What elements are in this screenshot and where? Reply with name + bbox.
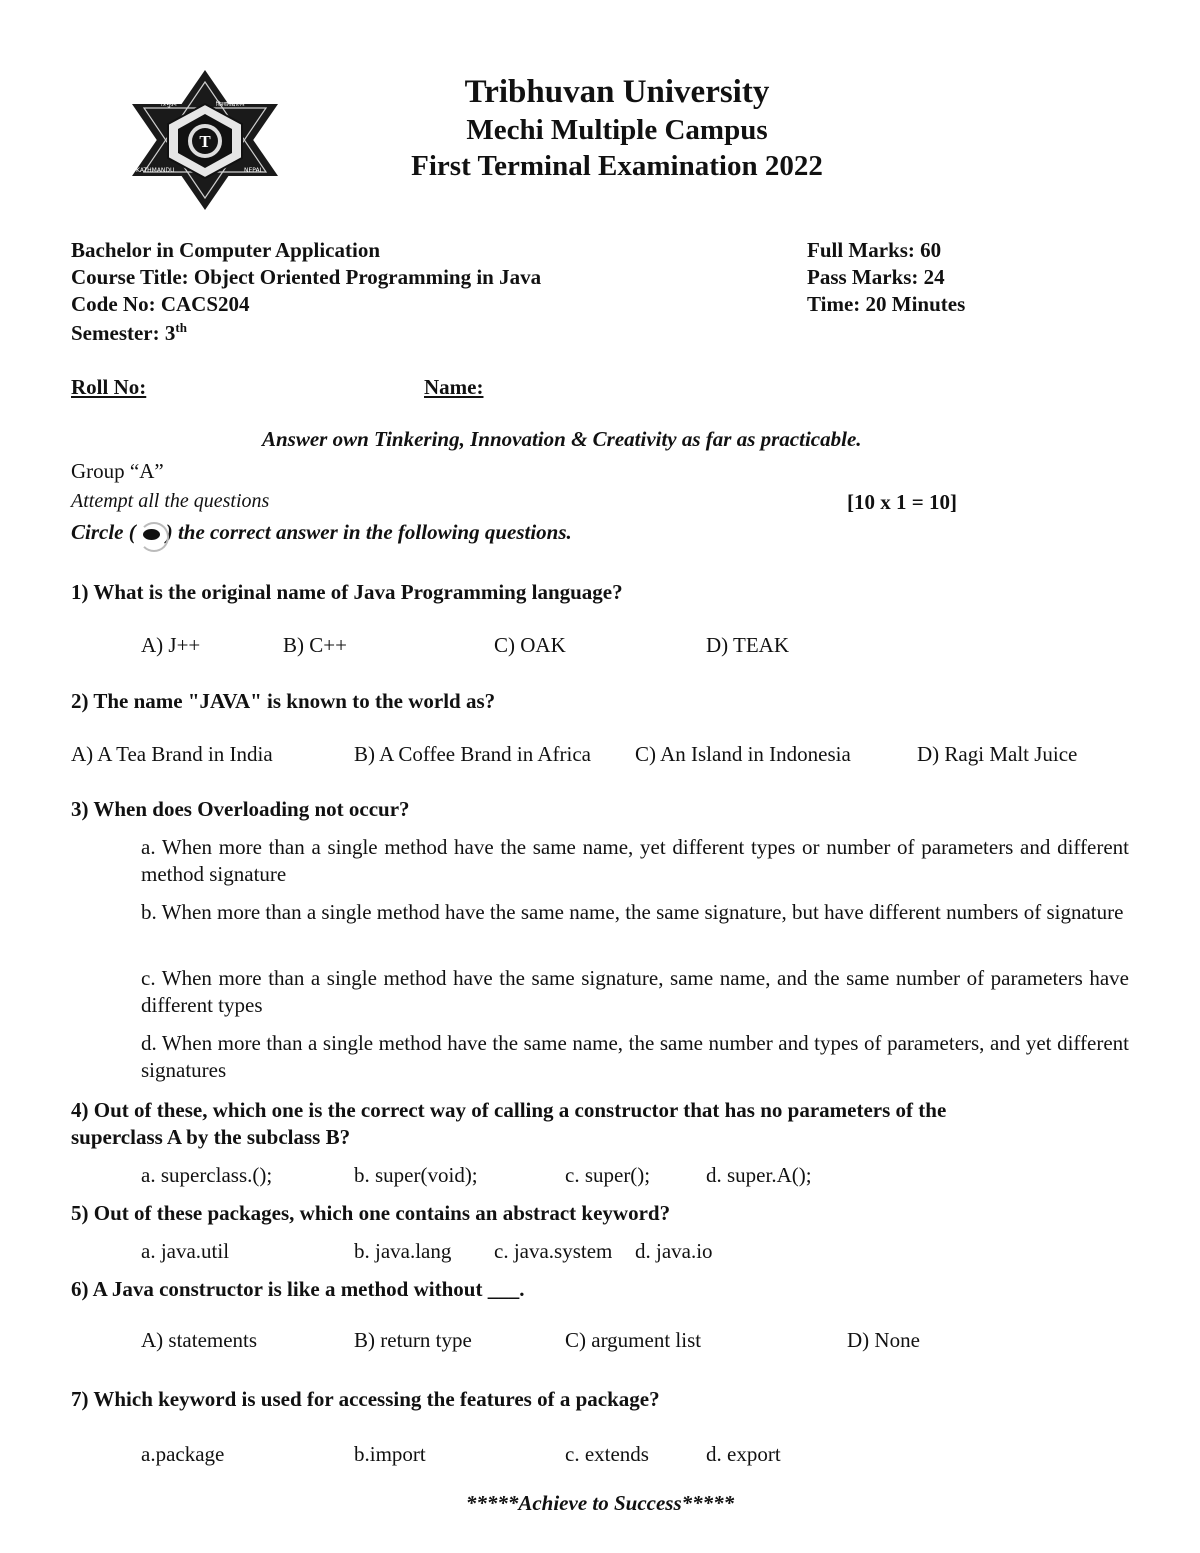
question-4-line-1: 4) Out of these, which one is the correct way of calling a constructor that has no parameters of the [71, 1098, 947, 1122]
q5-option-a[interactable]: a. java.util [141, 1239, 230, 1263]
motto: Answer own Tinkering, Innovation & Creativity as far as practicable. [262, 427, 862, 451]
q4-option-a[interactable]: a. superclass.(); [141, 1163, 273, 1187]
q6-option-c[interactable]: C) argument list [565, 1328, 702, 1352]
circle-instruction-post: ) the correct answer in the following questions. [165, 520, 572, 544]
semester-text: Semester: 3 [71, 321, 176, 345]
q7-option-a[interactable]: a.package [141, 1442, 225, 1466]
full-marks: Full Marks: 60 [807, 238, 942, 262]
q7-option-c[interactable]: c. extends [565, 1442, 649, 1466]
exam-time: Time: 20 Minutes [807, 292, 966, 316]
semester [71, 320, 187, 346]
course-title: Course Title: Object Oriented Programming in Java [71, 265, 542, 289]
logo-top-left-text: त्रिभुवन [161, 101, 177, 108]
q4-option-c[interactable]: c. super(); [565, 1163, 651, 1187]
question-3: 3) When does Overloading not occur? [71, 797, 410, 821]
q6-option-b[interactable]: B) return type [354, 1328, 472, 1352]
filled-circle-icon [136, 522, 166, 546]
q3-option-b[interactable]: b. When more than a single method have the same name, the same signature, but have different numbers of signature [141, 900, 1124, 924]
q7-option-d[interactable]: d. export [706, 1442, 781, 1466]
campus-title: Mechi Multiple Campus [466, 114, 768, 146]
question-2: 2) The name "JAVA" is known to the world as? [71, 689, 496, 713]
name-label: Name: [424, 375, 484, 399]
roll-no-label: Roll No: [71, 375, 147, 399]
q5-option-d[interactable]: d. java.io [635, 1239, 713, 1263]
group-instruction: Attempt all the questions [71, 490, 270, 512]
q5-option-c[interactable]: c. java.system [494, 1239, 613, 1263]
group-title: Group “A” [71, 459, 164, 483]
circle-instruction [71, 520, 572, 546]
course-code: Code No: CACS204 [71, 292, 250, 316]
logo-top-right-text: विश्वविद्यालय [216, 101, 245, 108]
pass-marks: Pass Marks: 24 [807, 265, 945, 289]
q1-option-d[interactable]: D) TEAK [706, 633, 790, 657]
q5-option-b[interactable]: b. java.lang [354, 1239, 452, 1263]
question-5: 5) Out of these packages, which one contains an abstract keyword? [71, 1201, 671, 1225]
question-6: 6) A Java constructor is like a method without ___. [71, 1277, 525, 1301]
q2-option-b[interactable]: B) A Coffee Brand in Africa [354, 742, 591, 766]
logo-center-letter: T [199, 132, 211, 151]
q1-option-c[interactable]: C) OAK [494, 633, 566, 657]
q4-option-b[interactable]: b. super(void); [354, 1163, 478, 1187]
q2-option-a[interactable]: A) A Tea Brand in India [71, 742, 273, 766]
q3-option-d[interactable]: d. When more than a single method have the same name, the same number and types of parameters, and yet different signatures [141, 1031, 1129, 1082]
q2-option-d[interactable]: D) Ragi Malt Juice [917, 742, 1078, 766]
question-4-line-2: superclass A by the subclass B? [71, 1125, 351, 1149]
q7-option-b[interactable]: b.import [354, 1442, 426, 1466]
logo-bottom-right-text: NEPAL [244, 167, 263, 174]
q6-option-d[interactable]: D) None [847, 1328, 920, 1352]
logo-bottom-left-text: KATHMANDU [136, 167, 175, 174]
q1-option-b[interactable]: B) C++ [283, 633, 347, 657]
footer-slogan: *****Achieve to Success***** [465, 1491, 735, 1515]
exam-title: First Terminal Examination 2022 [411, 150, 823, 182]
question-1: 1) What is the original name of Java Programming language? [71, 580, 623, 604]
q2-option-c[interactable]: C) An Island in Indonesia [635, 742, 851, 766]
semester-suffix: th [175, 320, 187, 335]
circle-instruction-pre: Circle ( [71, 520, 136, 544]
university-title: Tribhuvan University [464, 74, 770, 110]
q6-option-a[interactable]: A) statements [141, 1328, 258, 1352]
q3-option-c[interactable]: c. When more than a single method have the same signature, same name, and the same number of parameters have different types [141, 966, 1129, 1017]
question-7: 7) Which keyword is used for accessing the features of a package? [71, 1387, 660, 1411]
q3-option-a[interactable]: a. When more than a single method have the same name, yet different types or number of parameters and different method signature [141, 835, 1129, 886]
q4-option-d[interactable]: d. super.A(); [706, 1163, 812, 1187]
program-label: Bachelor in Computer Application [71, 238, 381, 262]
q1-option-a[interactable]: A) J++ [141, 633, 201, 657]
group-marks: [10 x 1 = 10] [847, 490, 957, 514]
